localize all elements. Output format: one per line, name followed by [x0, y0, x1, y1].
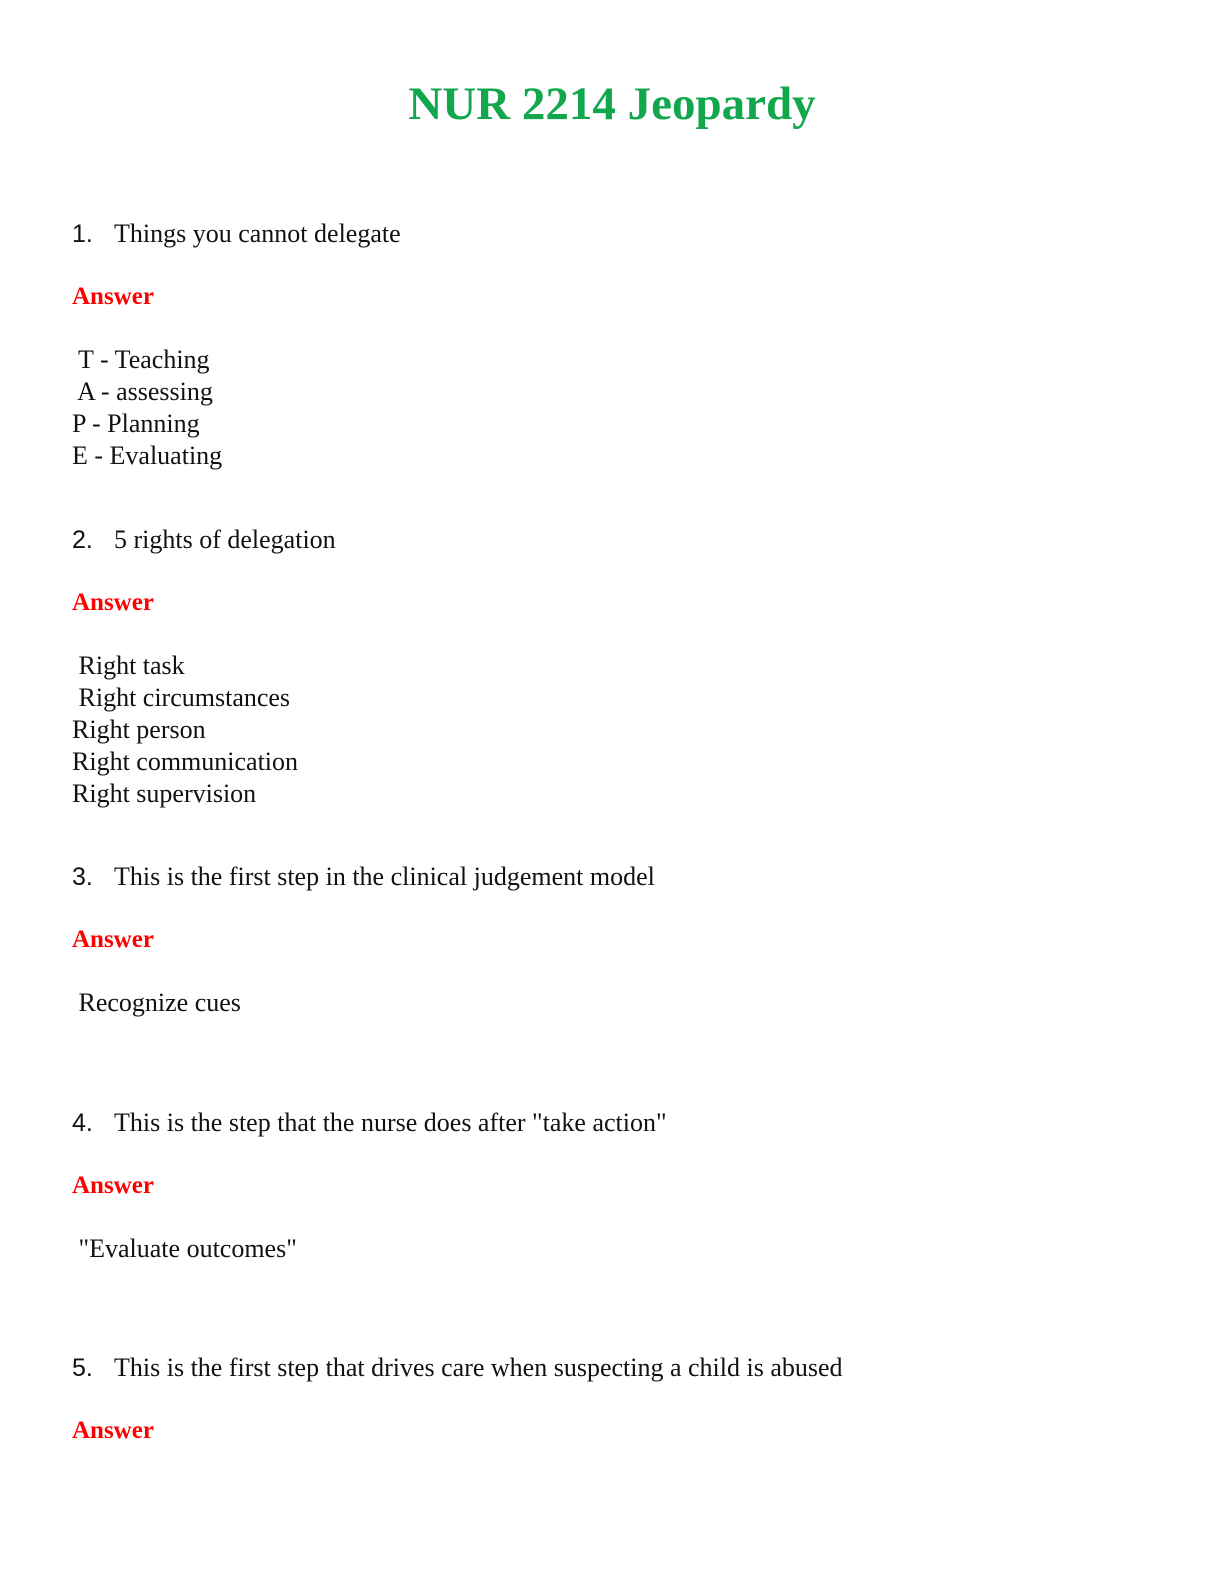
question-text: This is the first step in the clinical judgement model	[114, 862, 655, 891]
question-number: 3.	[72, 863, 93, 891]
question-2	[72, 524, 1172, 556]
question-5	[72, 1352, 1172, 1384]
answer-line: Right circumstances	[72, 683, 291, 712]
question-number: 2.	[72, 526, 93, 554]
question-4	[72, 1107, 1172, 1139]
question-3	[72, 861, 1172, 893]
question-text: This is the step that the nurse does after "take action"	[114, 1108, 667, 1137]
question-number: 1.	[72, 220, 93, 248]
question-number: 4.	[72, 1109, 93, 1137]
answer-list	[72, 987, 1172, 1019]
answer-line: P - Planning	[72, 409, 200, 438]
answer-line: T - Teaching	[72, 345, 210, 374]
question-block-1	[72, 218, 1172, 472]
question-block-4	[72, 1107, 1172, 1265]
answer-line: "Evaluate outcomes"	[72, 1234, 297, 1263]
answer-list	[72, 650, 1172, 810]
question-1	[72, 218, 1172, 250]
document-title: NUR 2214 Jeopardy	[408, 78, 816, 130]
question-text: 5 rights of delegation	[114, 525, 336, 554]
answer-line: A - assessing	[72, 377, 213, 406]
question-text: This is the first step that drives care when suspecting a child is abused	[114, 1353, 843, 1382]
answer-line: Right communication	[72, 747, 299, 776]
answer-line: Recognize cues	[72, 988, 241, 1017]
answer-line: Right task	[72, 651, 185, 680]
question-block-5	[72, 1352, 1172, 1447]
question-block-2	[72, 524, 1172, 810]
answer-line: Right supervision	[72, 779, 257, 808]
question-number: 5.	[72, 1354, 93, 1382]
answer-list	[72, 344, 1172, 472]
answer-line: Right person	[72, 715, 206, 744]
answer-line: E - Evaluating	[72, 441, 223, 470]
answer-label: Answer	[72, 283, 154, 310]
answer-label: Answer	[72, 589, 154, 616]
answer-label: Answer	[72, 1172, 154, 1199]
question-text: Things you cannot delegate	[114, 219, 401, 248]
answer-label: Answer	[72, 926, 154, 953]
answer-label: Answer	[72, 1417, 154, 1444]
question-block-3	[72, 861, 1172, 1019]
answer-list	[72, 1233, 1172, 1265]
